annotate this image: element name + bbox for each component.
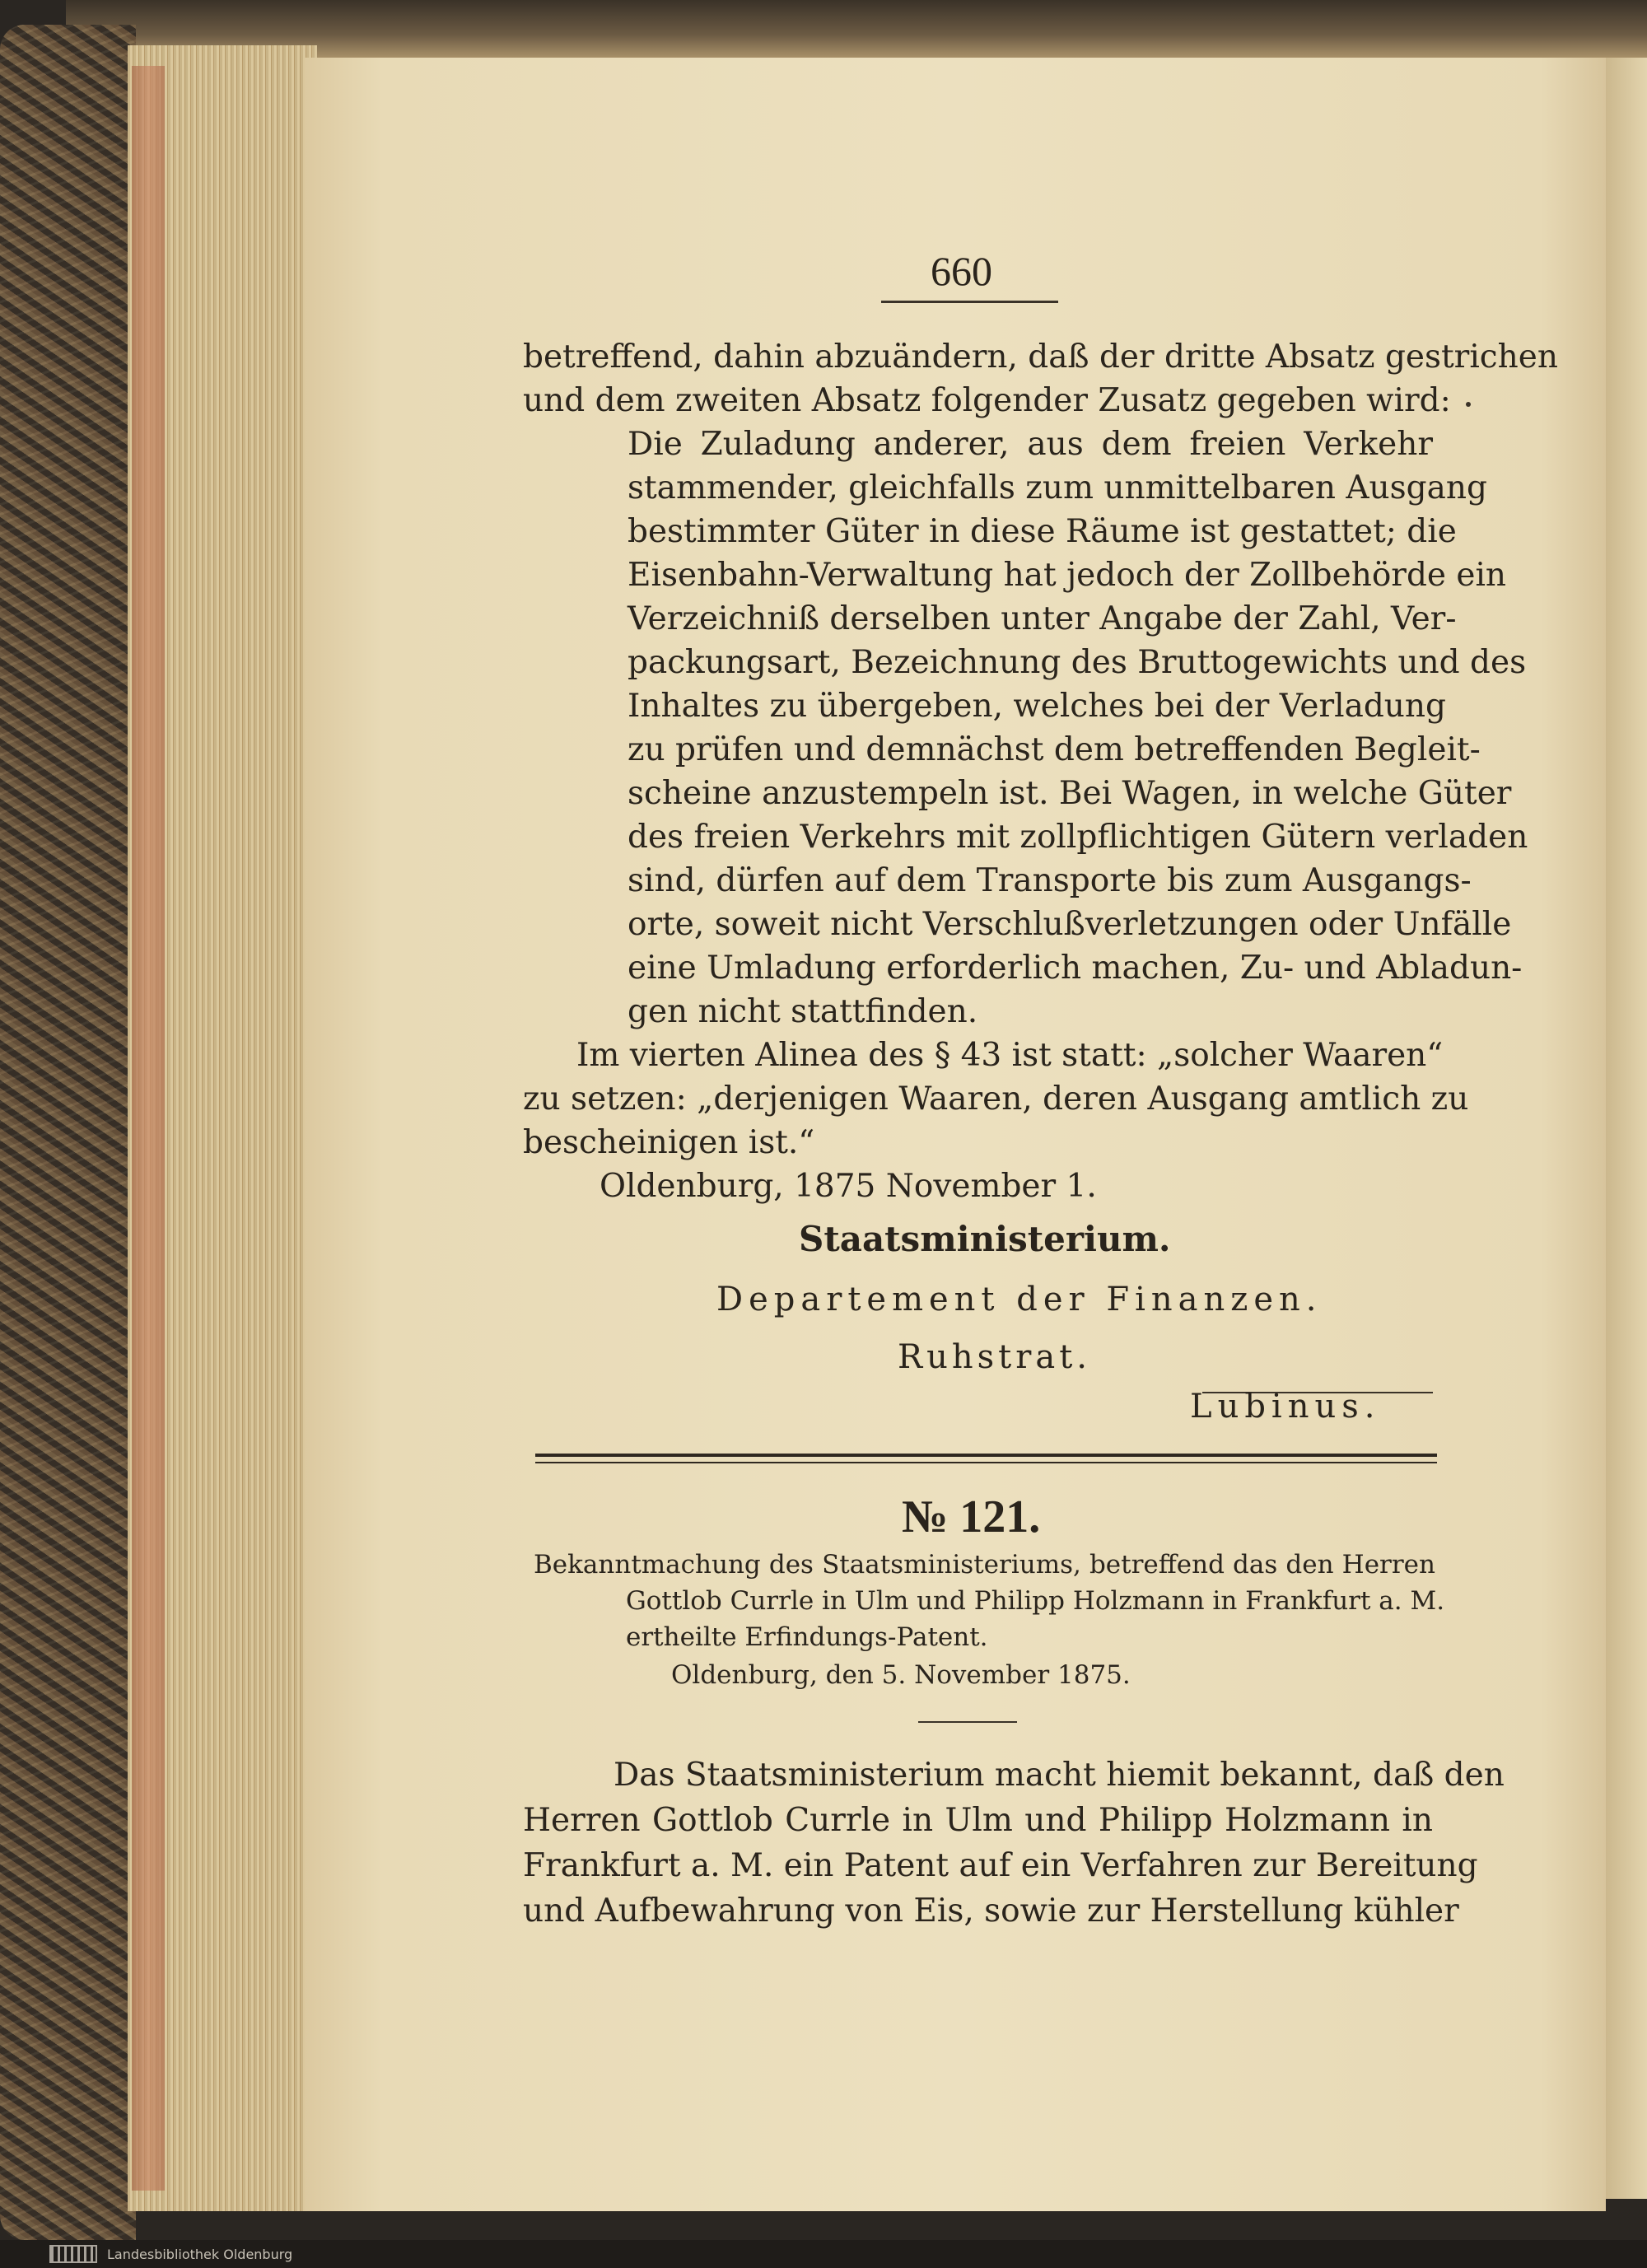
text-line: bescheinigen ist.“ <box>523 1124 815 1161</box>
section-number: № 121. <box>902 1491 1041 1542</box>
text-line: des freien Verkehrs mit zollpflichtigen Gütern verladen <box>628 819 1528 856</box>
date-line: Oldenburg, 1875 November 1. <box>600 1168 1097 1205</box>
text-line: Verzeichniß derselben unter Angabe der Zahl, Ver- <box>628 600 1457 637</box>
section-body-line: Das Staatsministerium macht hiemit bekannt, daß den <box>614 1757 1505 1794</box>
text-line: Inhaltes zu übergeben, welches bei der Verladung <box>628 688 1446 725</box>
text-line: zu prüfen und demnächst dem betreffenden Begleit- <box>628 731 1481 768</box>
signature-name-left: Ruhstrat. <box>898 1338 1091 1376</box>
text-line: Eisenbahn-Verwaltung hat jedoch der Zollbehörde ein <box>628 557 1507 594</box>
text-line: Die Zuladung anderer, aus dem freien Verkehr <box>628 426 1433 463</box>
page-number-rule <box>881 301 1058 303</box>
signature-name-right: Lubinus. <box>1190 1388 1381 1426</box>
text-line: zu setzen: „derjenigen Waaren, deren Ausgang amtlich zu <box>523 1080 1469 1118</box>
text-line: bestimmter Güter in diese Räume ist gestattet; die <box>628 513 1457 550</box>
text-line: sind, dürfen auf dem Transporte bis zum Ausgangs- <box>628 862 1472 899</box>
signature-title: Staatsministerium. <box>799 1219 1171 1259</box>
section-body-line: Herren Gottlob Currle in Ulm und Philipp Holzmann in <box>523 1802 1433 1839</box>
section-rule-thick <box>535 1454 1437 1457</box>
section-body-line: und Aufbewahrung von Eis, sowie zur Herstellung kühler <box>523 1892 1459 1930</box>
text-line: und dem zweiten Absatz folgender Zusatz gegeben wird: <box>523 382 1451 419</box>
section-body-line: Frankfurt a. M. ein Patent auf ein Verfahren zur Bereitung <box>523 1847 1478 1884</box>
section-date: Oldenburg, den 5. November 1875. <box>671 1660 1131 1690</box>
section-rule-thin <box>535 1462 1437 1463</box>
library-name: Landesbibliothek Oldenburg <box>107 2246 293 2262</box>
section-heading-line: ertheilte Erfindungs-Patent. <box>626 1622 988 1652</box>
section-heading-line: Bekanntmachung des Staatsministeriums, betreffend das den Herren <box>534 1550 1435 1580</box>
marbled-cover <box>0 25 136 2240</box>
text-line: stammender, gleichfalls zum unmittelbaren Ausgang <box>628 469 1487 506</box>
facing-page-edge <box>1602 58 1647 2199</box>
signature-department: Departement der Finanzen. <box>716 1281 1323 1318</box>
page-edge <box>132 66 165 2191</box>
text-line: gen nicht stattfinden. <box>628 993 978 1030</box>
text-line: packungsart, Bezeichnung des Bruttogewichts und des <box>628 644 1527 681</box>
text-line: Im vierten Alinea des § 43 ist statt: „solcher Waaren“ <box>576 1037 1444 1074</box>
page-number: 660 <box>931 248 992 294</box>
footer-bar <box>0 2240 1647 2268</box>
text-line: scheine anzustempeln ist. Bei Wagen, in welche Güter <box>628 775 1512 812</box>
print-dot <box>1466 402 1471 407</box>
text-line: orte, soweit nicht Verschlußverletzungen oder Unfälle <box>628 906 1512 943</box>
text-line: eine Umladung erforderlich machen, Zu- und Abladun- <box>628 950 1523 987</box>
section-heading-rule <box>918 1721 1017 1723</box>
text-line: betreffend, dahin abzuändern, daß der dritte Absatz gestrichen <box>523 338 1558 376</box>
section-heading-line: Gottlob Currle in Ulm und Philipp Holzmann in Frankfurt a. M. <box>626 1586 1445 1616</box>
library-logo-icon <box>49 2245 97 2263</box>
